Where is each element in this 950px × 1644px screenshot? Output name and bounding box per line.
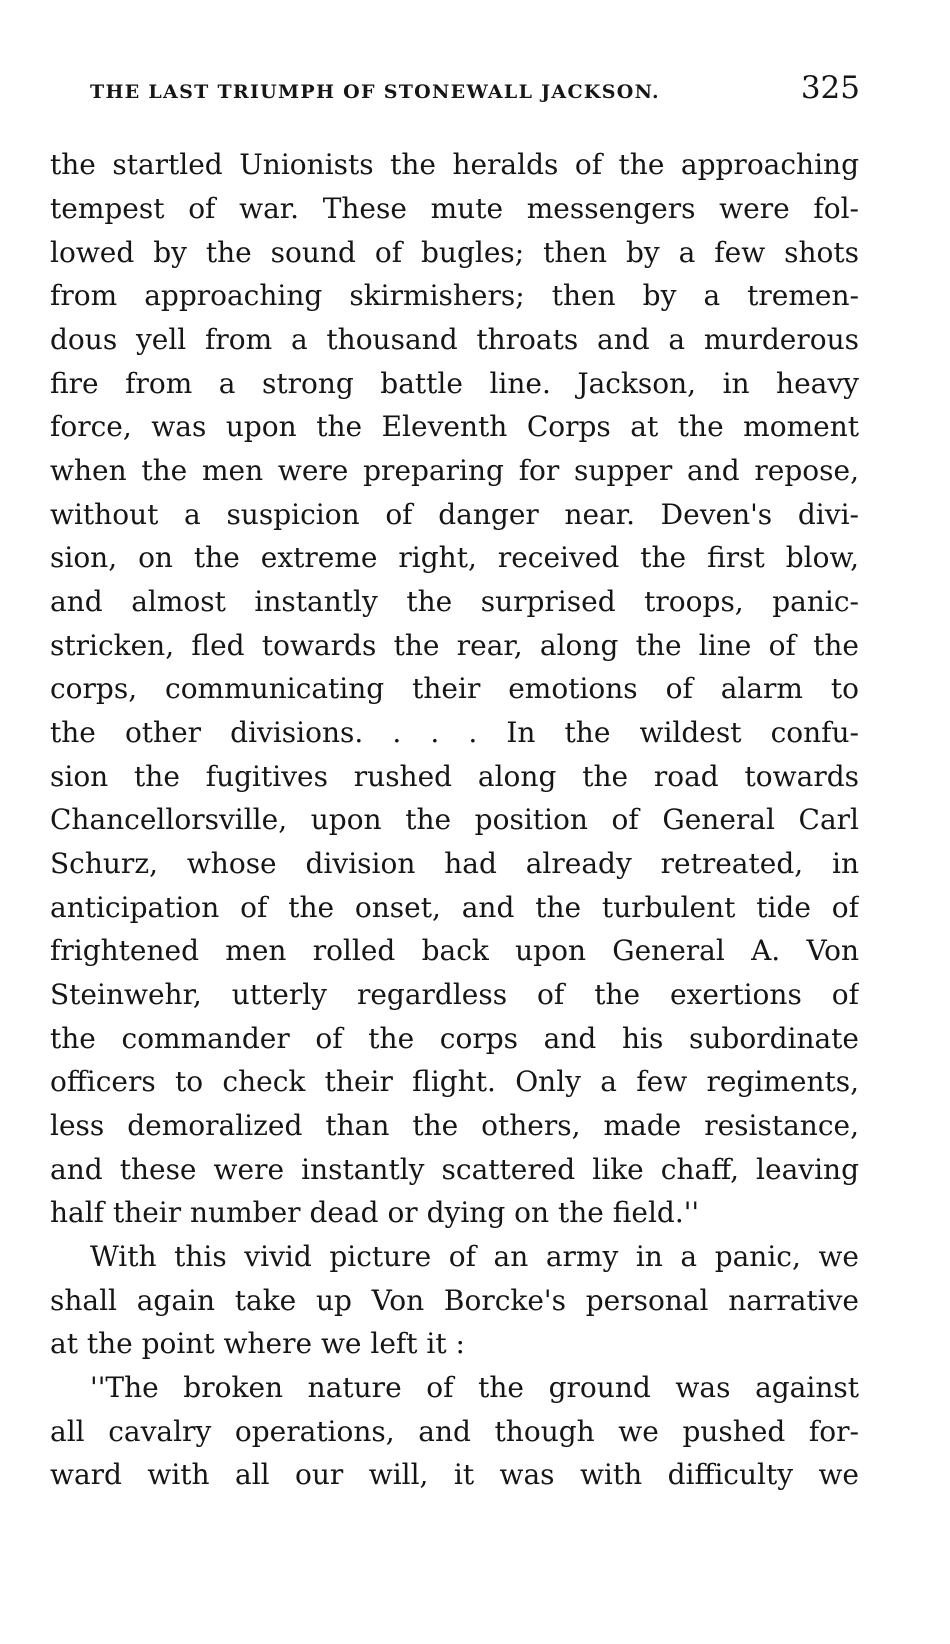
text-line: from approaching skirmishers; then by a tremen- [50,279,859,312]
page-number: 325 [800,70,860,106]
text-line: the startled Unionists the heralds of the approaching [50,148,859,181]
text-line: sion the fugitives rushed along the road towards [50,760,859,793]
text-line: when the men were preparing for supper and repose, [50,454,859,487]
text-line: ''The broken nature of the ground was against [90,1371,859,1404]
text-line: and almost instantly the surprised troops, panic- [50,585,859,618]
text-line: sion, on the extreme right, received the first blow, [50,541,859,574]
text-line: anticipation of the onset, and the turbulent tide of [50,891,859,924]
text-line: without a suspicion of danger near. Deven's divi- [50,498,859,531]
text-line: shall again take up Von Borcke's personal narrative [50,1284,859,1317]
text-line: corps, communicating their emotions of alarm to [50,672,859,705]
text-line: force, was upon the Eleventh Corps at the moment [50,410,859,443]
text-line: Steinwehr, utterly regardless of the exertions of [50,978,859,1011]
text-line: tempest of war. These mute messengers were fol- [50,192,859,225]
text-line: dous yell from a thousand throats and a murderous [50,323,859,356]
text-line: Schurz, whose division had already retreated, in [50,847,859,880]
text-line: the other divisions. . . . In the wildest confu- [50,716,859,749]
text-line: fire from a strong battle line. Jackson, in heavy [50,367,859,400]
text-line: frightened men rolled back upon General A. Von [50,934,859,967]
text-line: the commander of the corps and his subordinate [50,1022,859,1055]
text-line: all cavalry operations, and though we pushed for- [50,1415,859,1448]
text-line: ward with all our will, it was with difficulty we [50,1458,859,1491]
text-line: officers to check their flight. Only a few regiments, [50,1065,859,1098]
text-line: lowed by the sound of bugles; then by a few shots [50,236,859,269]
running-head [90,70,860,110]
text-line: half their number dead or dying on the field.'' [50,1196,700,1229]
text-line: stricken, fled towards the rear, along the line of the [50,629,859,662]
text-line: at the point where we left it : [50,1327,465,1360]
text-line: less demoralized than the others, made resistance, [50,1109,859,1142]
text-line: Chancellorsville, upon the position of General Carl [50,803,859,836]
text-line: With this vivid picture of an army in a panic, we [90,1240,859,1273]
text-line: and these were instantly scattered like chaff, leaving [50,1153,859,1186]
running-head-title: THE LAST TRIUMPH OF STONEWALL JACKSON. [90,81,660,103]
